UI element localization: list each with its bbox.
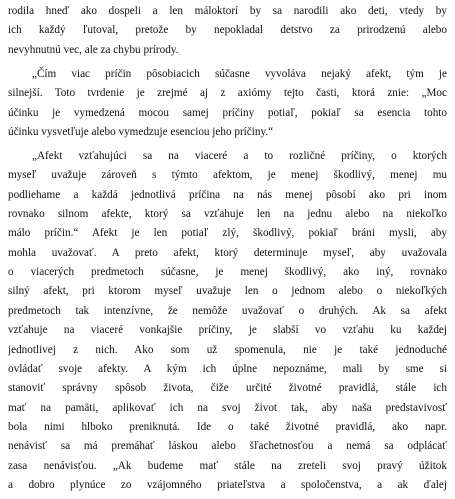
paragraph-start-line: „Afekt vzťahujúci sa na viaceré a to rozličné príčiny, o ktorých	[32, 150, 447, 162]
text-line: účinku je vymedzená mocou samej príčiny potiaľ, pokiaľ sa esencia tohto	[8, 106, 447, 119]
text-line: ich každý ľutoval, pretože by nepokladal detstvo za prirodzenú alebo	[8, 24, 447, 37]
text-line: nevyhnutnú vec, ale za chybu prírody.	[8, 43, 179, 56]
text-line: stanoviť správny spôsob života, čiže určité životné pravidlá, stále ich	[8, 382, 447, 395]
text-line: málo príčin.“ Afekt je len potiaľ zlý, škodlivý, pokiaľ bráni mysli, aby	[8, 227, 447, 240]
text-line: myseľ uvažuje zároveň s týmto afektom, je menej škodlivý, menej mu	[8, 169, 447, 182]
text-line: podliehame a každá jednotlivá príčina na nás menej pôsobí ako pri inom	[8, 188, 447, 201]
text-line: vzťahuje na viaceré vonkajšie príčiny, je slabší vo vzťahu ku každej	[8, 324, 447, 337]
text-line: nenávisť sa má premáhať láskou alebo šľachetnosťou a nemá sa odplácať	[8, 440, 447, 453]
text-line: mať na pamäti, aplikovať ich na svoj život tak, aby naša predstavivosť	[8, 401, 447, 414]
text-line: o viacerých predmetoch súčasne, je menej škodlivý, ako iný, rovnako	[8, 266, 447, 279]
paragraph-start-line: „Čím viac príčin pôsobiacich súčasne vyvoláva nejaký afekt, tým je	[32, 68, 447, 80]
text-line: silný afekt, pri ktorom myseľ uvažuje len o jednom alebo o niekoľkých	[8, 285, 447, 298]
text-line: jednotlivej z nich. Ako som už spomenula, nie je také jednoduché	[8, 343, 447, 356]
text-line: zasa nenávisťou. „Ak budeme mať stále na zreteli svoj pravý úžitok	[8, 459, 447, 472]
text-line: rodila hneď ako dospeli a len máloktorí by sa narodili ako deti, vtedy by	[8, 5, 447, 17]
text-line: mohla uvažovať. A preto afekt, ktorý determinuje myseľ, aby uvažovala	[8, 246, 447, 259]
text-line: rovnako silnom afekte, ktorý sa vzťahuje len na jednu alebo na niekoľko	[8, 208, 447, 221]
text-line: účinku vysvetľuje alebo vymedzuje esenciou jeho príčiny.“	[8, 126, 274, 139]
text-line: predmetoch tak intenzívne, že nemôže uvažovať o druhých. Ak sa afekt	[8, 304, 447, 317]
text-line: a dobro plynúce zo vzájomného priateľstva a spoločenstva, a ak ďalej	[8, 478, 447, 491]
text-line: silnejší. Toto tvrdenie je zrejmé aj z axiómy tejto časti, ktorá znie: „Moc	[8, 87, 447, 100]
text-line: ovládať svoje afekty. A kým ich úplne nepoznáme, mali by sme si	[8, 362, 447, 375]
text-line: bola nimi hlboko preniknutá. Ide o také životné pravidlá, ako napr.	[8, 420, 447, 433]
